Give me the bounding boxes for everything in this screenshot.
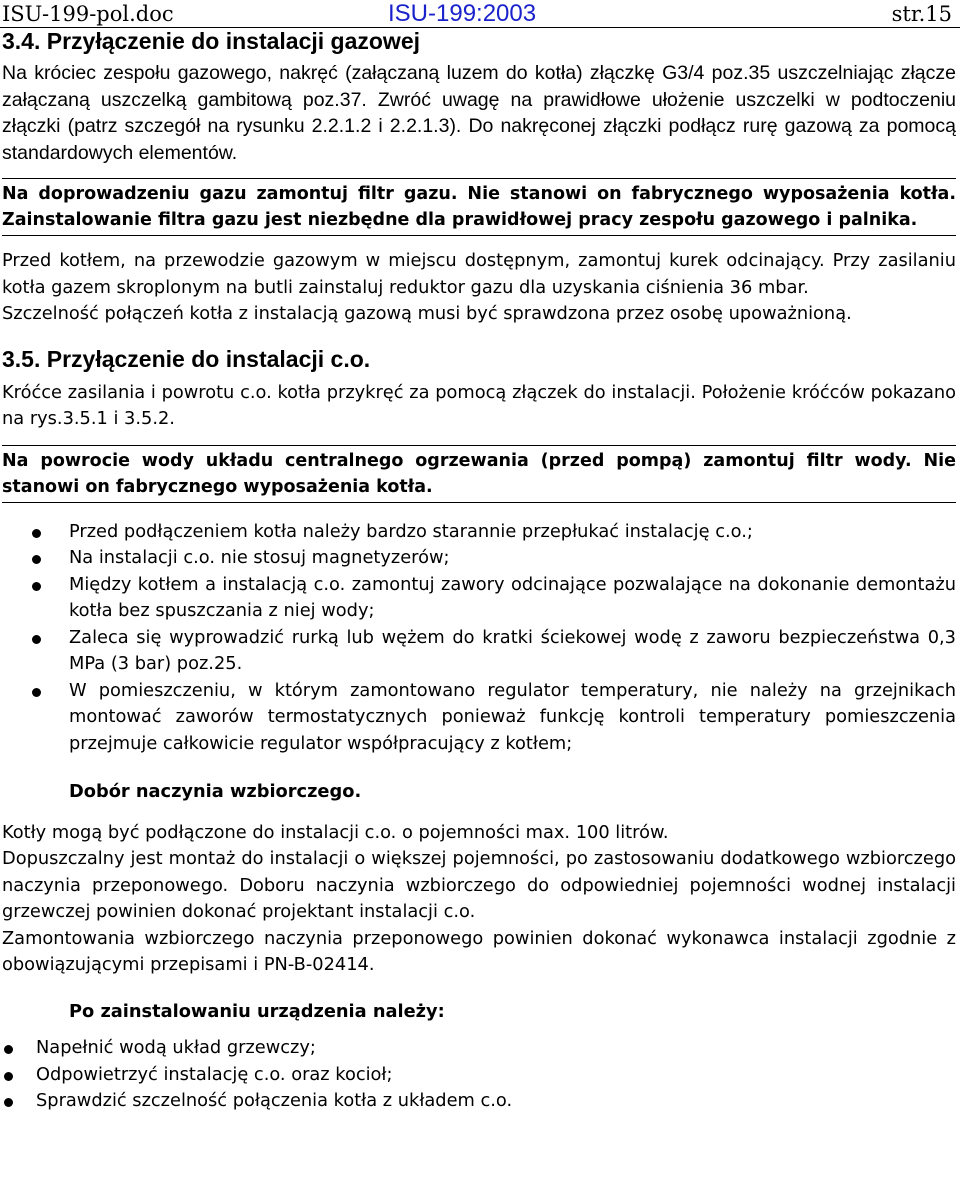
- expansion-vessel-paragraph-3: Zamontowania wzbiorczego naczynia przeponowego powinien dokonać wykonawca instalacji zgodnie z obowiązującymi przepisami i PN-B-02414.: [2, 927, 956, 975]
- bullet-icon: [4, 1072, 13, 1081]
- bullet-icon: [32, 555, 41, 564]
- list-item: Między kotłem a instalacją c.o. zamontuj zawory odcinające pozwalające na dokonanie demontażu kotła bez spuszczania z niej wody;: [2, 572, 956, 625]
- list-item: W pomieszczeniu, w którym zamontowano regulator temperatury, nie należy na grzejnikach montować zaworów termostatycznych ponieważ funkcję kontroli temperatury pomieszczenia przejmuje całkowicie regulator współpracujący z kotłem;: [2, 678, 956, 758]
- section-3-4-paragraph-3: Szczelność połączeń kotła z instalacją gazową musi być sprawdzona przez osobę upoważnioną.: [2, 303, 852, 324]
- after-install-title: Po zainstalowaniu urządzenia należy:: [69, 1000, 445, 1022]
- bullet-icon: [4, 1098, 13, 1107]
- bullet-icon: [32, 688, 41, 697]
- list-item: Napełnić wodą układ grzewczy;: [2, 1035, 956, 1062]
- section-3-5-title: 3.5. Przyłączenie do instalacji c.o.: [2, 345, 371, 372]
- section-3-5-paragraph-1: Króćce zasilania i powrotu c.o. kotła przykręć za pomocą złączek do instalacji. Położenie króćców pokazano na rys.3.5.1 i 3.5.2.: [2, 381, 956, 429]
- expansion-vessel-title: Dobór naczynia wzbiorczego.: [69, 781, 362, 802]
- document-body: [2, 26, 956, 1115]
- section-3-4-title: 3.4. Przyłączenie do instalacji gazowej: [2, 28, 420, 54]
- bullet-icon: [32, 529, 41, 538]
- section-3-4-paragraph-2: Przed kotłem, na przewodzie gazowym w miejscu dostępnym, zamontuj kurek odcinający. Przy zasilaniu kotła gazem skroplonym na butli zainstaluj reduktor gazu dla uzyskania ciśnienia 36 mbar.: [2, 250, 956, 298]
- expansion-vessel-paragraph-1: Kotły mogą być podłączone do instalacji c.o. o pojemności max. 100 litrów.: [2, 821, 669, 843]
- header-model: ISU-199:2003: [388, 0, 537, 27]
- expansion-vessel-paragraph-2: Dopuszczalny jest montaż do instalacji o większej pojemności, po zastosowaniu dodatkowego wzbiorczego naczynia przeponowego. Doboru naczynia wzbiorczego do odpowiedniej pojemności wodnej instalacji grzewczej powinien dokonać projektant instalacji c.o.: [2, 848, 956, 922]
- header-page-number: str.15: [891, 2, 952, 26]
- section-3-5-bullet-list: [2, 519, 956, 758]
- header-filename: ISU-199-pol.doc: [2, 2, 174, 26]
- section-3-4-paragraph-1: Na króciec zespołu gazowego, nakręć (załączaną luzem do kotła) złączkę G3/4 poz.35 uszczelniając złącze załączaną uszczelką gambitową poz.37. Zwróć uwagę na prawidłowe ułożenie uszczelki w podtoczeniu złączki (patrz szczegół na rysunku 2.2.1.2 i 2.2.1.3). Do nakręconej złączki podłącz rurę gazową za pomocą standardowych elementów.: [2, 62, 956, 164]
- list-item: Odpowietrzyć instalację c.o. oraz kocioł;: [2, 1062, 956, 1089]
- bullet-icon: [4, 1045, 13, 1054]
- list-item: Przed podłączeniem kotła należy bardzo starannie przepłukać instalację c.o.;: [2, 519, 956, 546]
- after-install-bullet-list: [2, 1035, 956, 1115]
- list-item: Na instalacji c.o. nie stosuj magnetyzerów;: [2, 545, 956, 572]
- bullet-icon: [32, 582, 41, 591]
- list-item: Sprawdzić szczelność połączenia kotła z układem c.o.: [2, 1088, 956, 1115]
- list-item: Zaleca się wyprowadzić rurką lub wężem do kratki ściekowej wodę z zaworu bezpieczeństwa 0,3 MPa (3 bar) poz.25.: [2, 625, 956, 678]
- section-3-4-gas-filter-note: Na doprowadzeniu gazu zamontuj filtr gazu. Nie stanowi on fabrycznego wyposażenia kotła. Zainstalowanie filtra gazu jest niezbędne dla prawidłowej pracy zespołu gazowego i palnika.: [2, 178, 956, 236]
- section-3-5-water-filter-note: Na powrocie wody układu centralnego ogrzewania (przed pompą) zamontuj filtr wody. Nie stanowi on fabrycznego wyposażenia kotła.: [2, 445, 956, 503]
- bullet-icon: [32, 635, 41, 644]
